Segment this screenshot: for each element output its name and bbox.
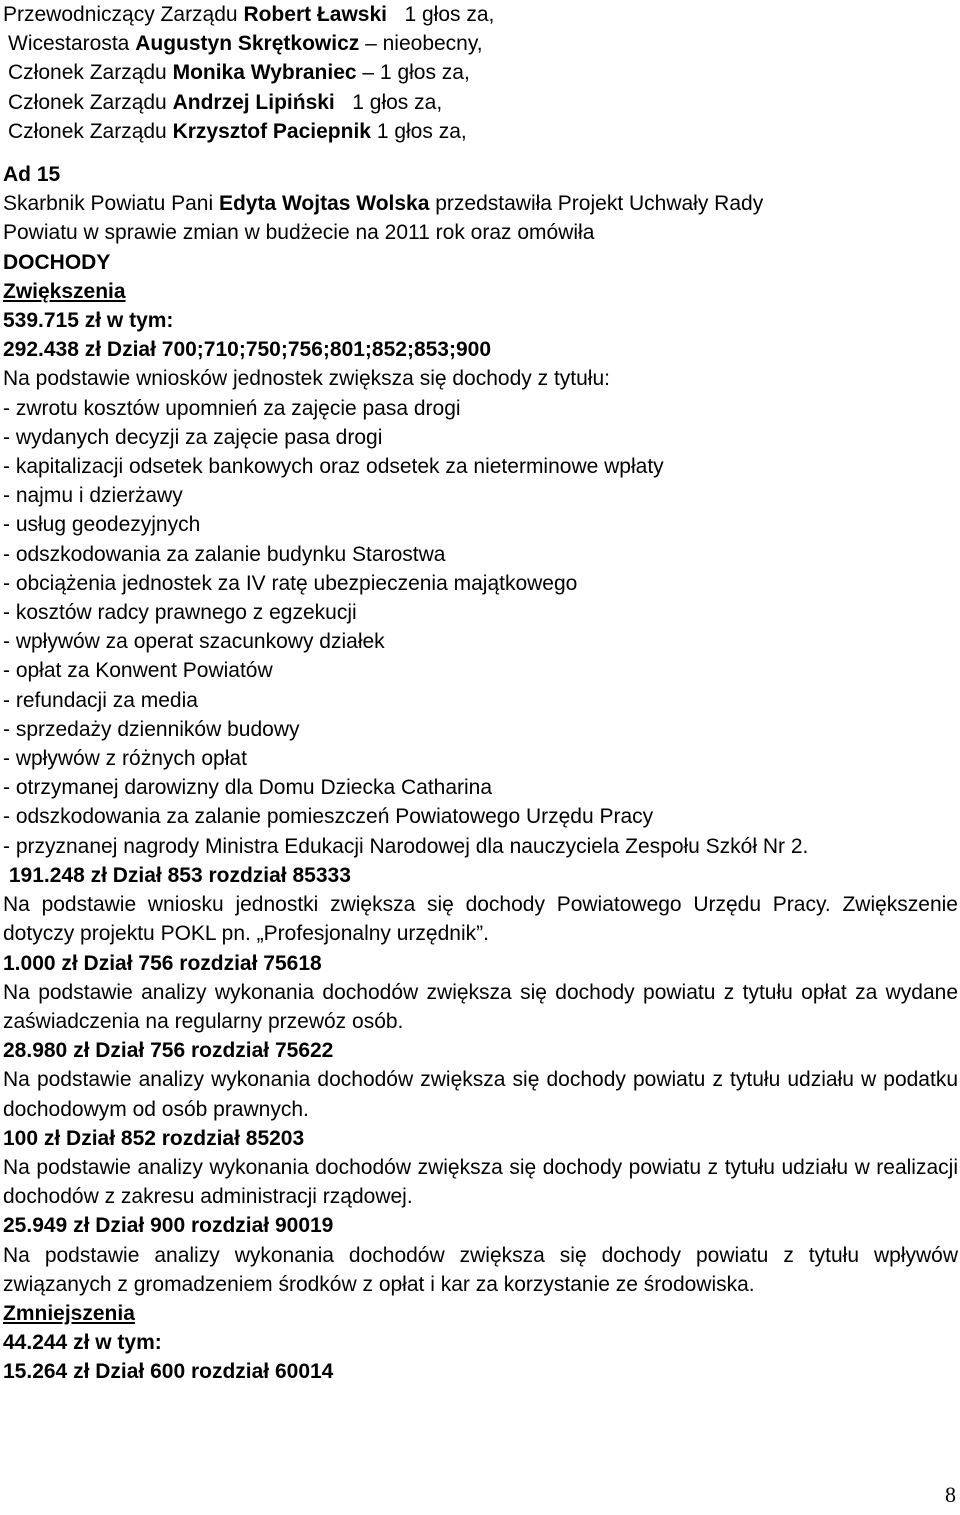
item-text: Na podstawie analizy wykonania dochodów zwiększa się dochody powiatu z tytułu opłat za wydane zaświadczenia na regularny przewóz osób.: [3, 980, 958, 1033]
vote-role: Przewodniczący Zarządu: [3, 3, 244, 26]
vote-name: Robert Ławski: [243, 3, 387, 26]
item-heading: 191.248 zł Dział 853 rozdział 85333: [3, 863, 351, 887]
intro-line: [3, 189, 958, 218]
vote-result: 1 głos za,: [386, 3, 495, 26]
list-item: - wydanych decyzji za zajęcie pasa drogi: [3, 425, 383, 449]
item-heading: 15.264 zł Dział 600 rozdział 60014: [3, 1360, 334, 1384]
document-content: [3, 0, 958, 1387]
vote-name: Krzysztof Paciepnik: [172, 119, 371, 143]
item-text: Na podstawie wniosku jednostki zwiększa się dochody Powiatowego Urzędu Pracy. Zwiększenie dotyczy projektu POKL pn. „Profesjonalny urzędnik”.: [3, 893, 958, 946]
page-number: 8: [945, 1482, 956, 1507]
intro-post: przedstawiła Projekt Uchwały Rady: [429, 192, 764, 216]
zwiekszenia-total: 539.715 zł w tym:: [3, 309, 174, 333]
item-heading: 25.949 zł Dział 900 rozdział 90019: [3, 1214, 334, 1238]
vote-result: – nieobecny,: [359, 32, 483, 56]
list-item: - przyznanej nagrody Ministra Edukacji Narodowej dla nauczyciela Zespołu Szkół Nr 2.: [3, 834, 809, 858]
vote-name: Andrzej Lipiński: [172, 90, 335, 114]
list-item: - najmu i dzierżawy: [3, 484, 183, 508]
list-item: - opłat za Konwent Powiatów: [3, 659, 273, 683]
item-intro: Na podstawie wniosków jednostek zwiększa się dochody z tytułu:: [3, 367, 610, 391]
list-item: - usług geodezyjnych: [3, 513, 201, 537]
item-heading: 100 zł Dział 852 rozdział 85203: [3, 1126, 305, 1150]
item-text: Na podstawie analizy wykonania dochodów zwiększa się dochody powiatu z tytułu udziału w realizacji dochodów z zakresu administracji rządowej.: [3, 1155, 958, 1209]
item-heading: 28.980 zł Dział 756 rozdział 75622: [3, 1039, 334, 1063]
list-item: - odszkodowania za zalanie budynku Starostwa: [3, 542, 446, 566]
list-item: - obciążenia jednostek za IV ratę ubezpieczenia majątkowego: [3, 571, 578, 595]
vote-line: [3, 88, 958, 117]
vote-role: Członek Zarządu: [8, 61, 173, 85]
list-item: - odszkodowania za zalanie pomieszczeń Powiatowego Urzędu Pracy: [3, 805, 654, 829]
vote-line: [3, 117, 958, 146]
vote-role: Wicestarosta: [8, 32, 136, 56]
vote-line: [3, 58, 958, 87]
subsection-zmniejszenia: Zmniejszenia: [3, 1301, 135, 1325]
vote-name: Monika Wybraniec: [172, 61, 357, 85]
item-text: Na podstawie analizy wykonania dochodów zwiększa się dochody powiatu z tytułu udziału w podatku dochodowym od osób prawnych.: [3, 1068, 958, 1121]
subsection-zwiekszenia: Zwiększenia: [3, 279, 126, 303]
item-heading: 1.000 zł Dział 756 rozdział 75618: [3, 951, 322, 975]
spacer: [3, 146, 958, 160]
intro-pre: Skarbnik Powiatu Pani: [3, 192, 219, 216]
vote-result: – 1 głos za,: [356, 61, 470, 85]
item-heading: 292.438 zł Dział 700;710;750;756;801;852;853;900: [3, 338, 492, 362]
zmniejszenia-total: 44.244 zł w tym:: [3, 1331, 162, 1355]
list-item: - wpływów za operat szacunkowy działek: [3, 630, 385, 654]
vote-result: 1 głos za,: [370, 119, 467, 143]
item-text: Na podstawie analizy wykonania dochodów zwiększa się dochody powiatu z tytułu wpływów związanych z gromadzeniem środków z opłat i kar za korzystanie ze środowiska.: [3, 1243, 958, 1296]
intro-name: Edyta Wojtas Wolska: [218, 192, 430, 216]
list-item: - kosztów radcy prawnego z egzekucji: [3, 601, 357, 625]
list-item: - kapitalizacji odsetek bankowych oraz odsetek za nieterminowe wpłaty: [3, 455, 664, 479]
vote-result: 1 głos za,: [334, 90, 443, 114]
vote-line: [3, 29, 958, 58]
agenda-heading: Ad 15: [3, 163, 61, 187]
list-item: - otrzymanej darowizny dla Domu Dziecka Catharina: [3, 776, 493, 800]
intro-line-2: Powiatu w sprawie zmian w budżecie na 2011 rok oraz omówiła: [3, 221, 595, 245]
vote-line: [3, 0, 958, 29]
list-item: - refundacji za media: [3, 688, 198, 712]
list-item: - sprzedaży dzienników budowy: [3, 717, 300, 741]
vote-name: Augustyn Skrętkowicz: [135, 32, 360, 56]
vote-role: Członek Zarządu: [8, 119, 173, 143]
list-item: - zwrotu kosztów upomnień za zajęcie pasa drogi: [3, 396, 461, 420]
section-title-dochody: DOCHODY: [3, 250, 111, 274]
list-item: - wpływów z różnych opłat: [3, 747, 247, 771]
vote-role: Członek Zarządu: [8, 90, 173, 114]
